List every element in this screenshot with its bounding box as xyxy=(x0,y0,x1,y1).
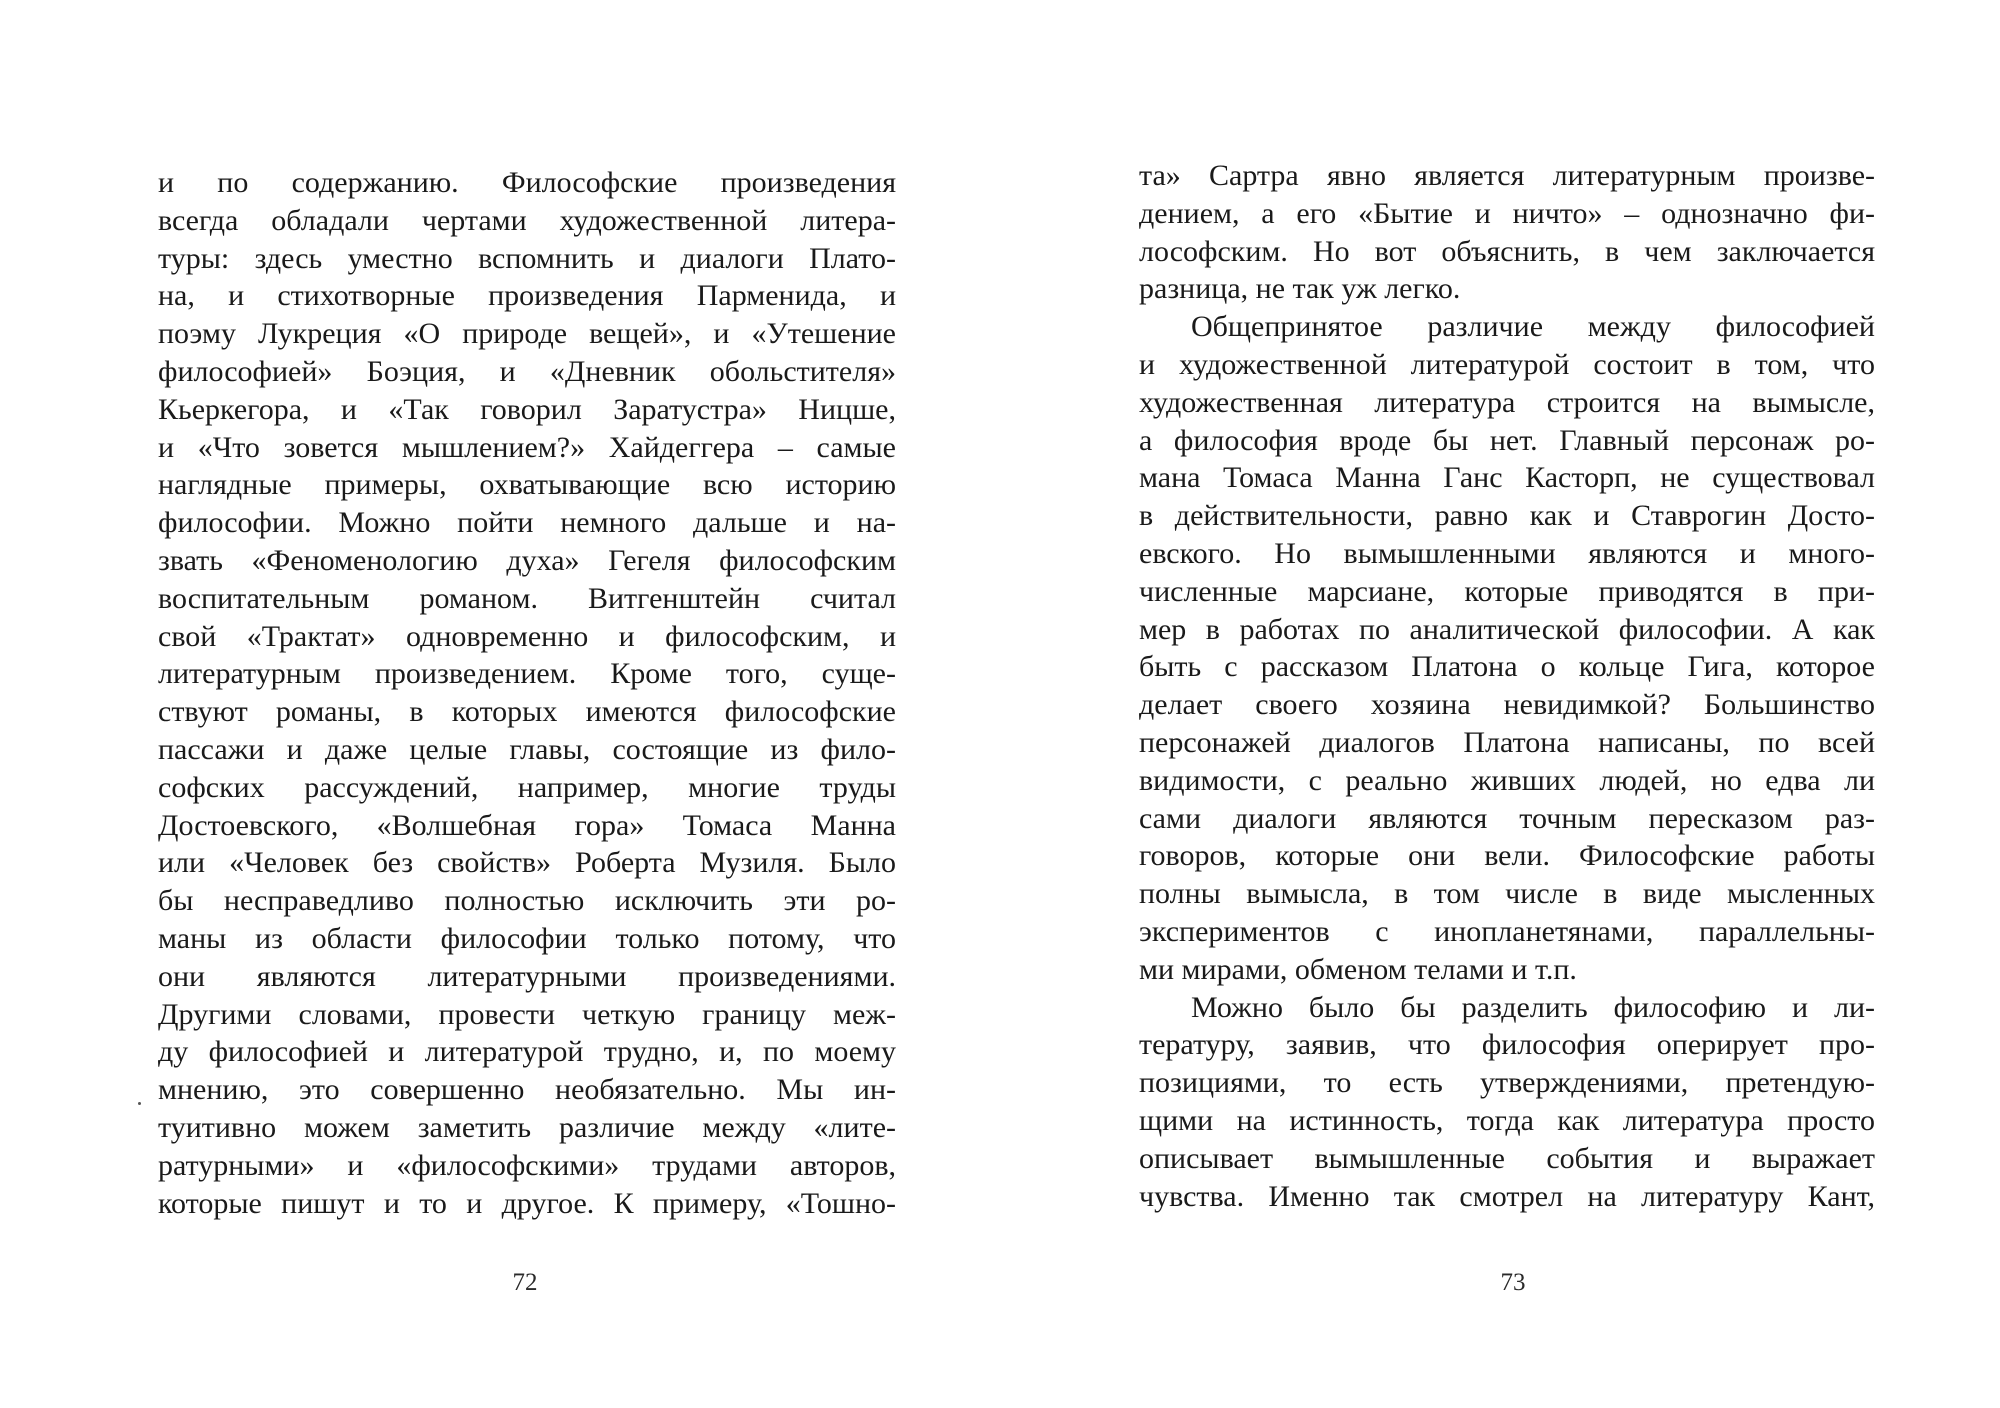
text-line: литературным произведением. Кроме того, суще- xyxy=(158,657,896,691)
text-line: которые пишут и то и другое. К примеру, «Тошно- xyxy=(158,1186,896,1220)
text-line: дением, а его «Бытие и ничто» – однозначно фи- xyxy=(1139,196,1875,230)
text-line: бы несправедливо полностью исключить эти ро- xyxy=(158,884,896,918)
text-line: Достоевского, «Волшебная гора» Томаса Манна xyxy=(158,808,896,842)
right-page-body-text xyxy=(1139,157,1875,1215)
text-line: Другими словами, провести четкую границу меж- xyxy=(158,997,896,1031)
text-line: экспериментов с инопланетянами, параллельны- xyxy=(1139,914,1875,948)
text-line: в действительности, равно как и Ставрогин Досто- xyxy=(1139,499,1875,533)
text-line: евского. Но вымышленными являются и много- xyxy=(1139,536,1875,570)
text-line: а философия вроде бы нет. Главный персонаж ро- xyxy=(1139,423,1875,457)
text-line: на, и стихотворные произведения Парменида, и xyxy=(158,279,896,313)
right-page xyxy=(1000,0,2000,1408)
text-line: и по содержанию. Философские произведения xyxy=(158,166,896,199)
text-line: ратурными» и «философскими» трудами авторов, xyxy=(158,1148,896,1182)
text-line: звать «Феноменологию духа» Гегеля философским xyxy=(158,543,896,577)
text-line: тературу, заявив, что философия оперирует про- xyxy=(1139,1028,1875,1062)
text-line: чувства. Именно так смотрел на литературу Кант, xyxy=(1139,1179,1875,1213)
text-line: та» Сартра явно является литературным произве- xyxy=(1139,159,1875,192)
text-line: поэму Лукреция «О природе вещей», и «Утешение xyxy=(158,317,896,351)
text-line: описывает вымышленные события и выражает xyxy=(1139,1141,1875,1175)
text-line: художественная литература строится на вымысле, xyxy=(1139,385,1875,419)
text-line: мана Томаса Манна Ганс Касторп, не существовал xyxy=(1139,461,1875,495)
text-line: численные марсиане, которые приводятся в при- xyxy=(1139,574,1875,608)
text-line: быть с рассказом Платона о кольце Гига, которое xyxy=(1139,650,1875,684)
text-line: воспитательным романом. Витгенштейн считал xyxy=(158,581,896,615)
text-line: видимости, с реально живших людей, но едва ли xyxy=(1139,763,1875,797)
text-line: мер в работах по аналитической философии. А как xyxy=(1139,612,1875,646)
text-line: сами диалоги являются точным пересказом раз- xyxy=(1139,801,1875,835)
paragraph-end-line: разница, не так уж легко. xyxy=(1139,272,1461,306)
text-line: всегда обладали чертами художественной литера- xyxy=(158,203,896,237)
text-line: и художественной литературой состоит в том, что xyxy=(1139,347,1875,381)
text-line: наглядные примеры, охватывающие всю историю xyxy=(158,468,896,502)
text-line: философии. Можно пойти немного дальше и на- xyxy=(158,506,896,540)
text-line: они являются литературными произведениями. xyxy=(158,959,896,993)
text-line: полны вымысла, в том числе в виде мысленных xyxy=(1139,877,1875,911)
left-page-body-text xyxy=(158,164,896,1222)
text-line: маны из области философии только потому, что xyxy=(158,921,896,955)
text-line: мнению, это совершенно необязательно. Мы ин- xyxy=(158,1073,896,1107)
text-line: персонажей диалогов Платона написаны, по всей xyxy=(1139,725,1875,759)
text-line: лософским. Но вот объяснить, в чем заключается xyxy=(1139,234,1875,268)
print-speck xyxy=(138,1102,141,1105)
text-line: ду философией и литературой трудно, и, по моему xyxy=(158,1035,896,1069)
paragraph-first-line: Общепринятое различие между философией xyxy=(1191,310,1875,344)
text-line: или «Человек без свойств» Роберта Музиля. Было xyxy=(158,846,896,880)
text-line: позициями, то есть утверждениями, претендую- xyxy=(1139,1066,1875,1100)
paragraph-end-line: ми мирами, обменом телами и т.п. xyxy=(1139,952,1577,986)
text-line: и «Что зовется мышлением?» Хайдеггера – самые xyxy=(158,430,896,464)
text-line: софских рассуждений, например, многие труды xyxy=(158,770,896,804)
text-line: туры: здесь уместно вспомнить и диалоги Плато- xyxy=(158,241,896,275)
page-number-left: 72 xyxy=(512,1269,538,1296)
text-line: свой «Трактат» одновременно и философским, и xyxy=(158,619,896,653)
text-line: философией» Боэция, и «Дневник обольстителя» xyxy=(158,354,896,388)
paragraph-first-line: Можно было бы разделить философию и ли- xyxy=(1191,990,1875,1024)
text-line: говоров, которые они вели. Философские работы xyxy=(1139,839,1875,873)
text-line: ствуют романы, в которых имеются философские xyxy=(158,695,896,729)
text-line: делает своего хозяина невидимкой? Большинство xyxy=(1139,688,1875,722)
text-line: туитивно можем заметить различие между «лите- xyxy=(158,1110,896,1144)
text-line: Кьеркегора, и «Так говорил Заратустра» Ницше, xyxy=(158,392,896,426)
text-line: пассажи и даже целые главы, состоящие из фило- xyxy=(158,732,896,766)
text-line: щими на истинность, тогда как литература просто xyxy=(1139,1103,1875,1137)
page-number-right: 73 xyxy=(1500,1269,1526,1296)
